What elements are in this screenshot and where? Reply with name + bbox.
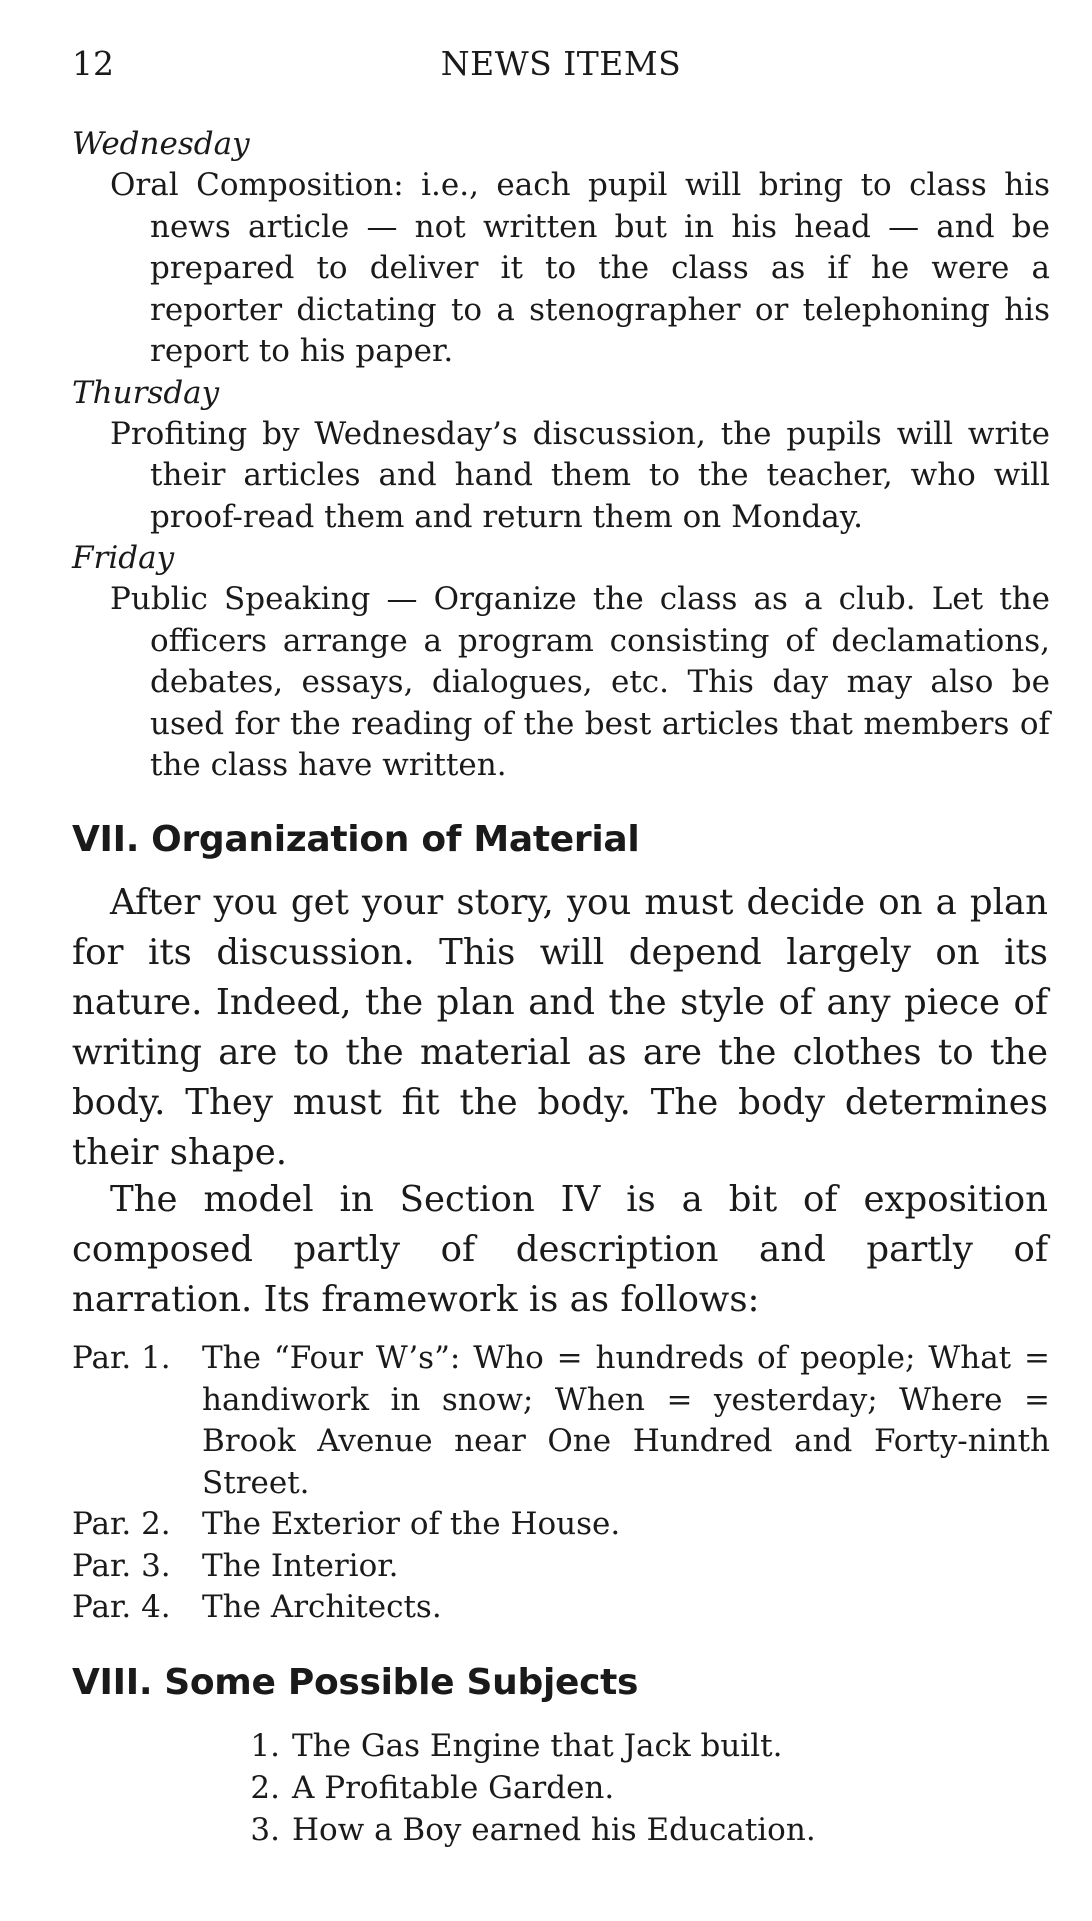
framework-outline bbox=[72, 1338, 1050, 1629]
subjects-list bbox=[232, 1725, 1032, 1851]
day-text-thursday: Profiting by Wednesday’s discussion, the pupils will write their articles and hand them to the teacher, who will proof-read them and return them on Monday. bbox=[110, 415, 1050, 535]
outline-label: Par. 3. bbox=[72, 1547, 171, 1584]
outline-label: Par. 1. bbox=[72, 1340, 171, 1376]
outline-item bbox=[72, 1504, 1050, 1546]
list-text: How a Boy earned his Education. bbox=[292, 1812, 816, 1848]
body-paragraph-2 bbox=[72, 1175, 1048, 1325]
list-number: 2. bbox=[250, 1770, 280, 1806]
section-number: VIII. bbox=[72, 1662, 153, 1703]
running-title: NEWS ITEMS bbox=[440, 44, 682, 83]
list-number: 1. bbox=[250, 1728, 280, 1764]
list-number: 3. bbox=[250, 1812, 280, 1848]
section-heading-organization bbox=[72, 818, 639, 862]
outline-label: Par. 4. bbox=[72, 1589, 171, 1625]
outline-label: Par. 2. bbox=[72, 1506, 171, 1542]
section-heading-subjects bbox=[72, 1661, 638, 1705]
list-item bbox=[232, 1725, 1032, 1767]
section-number: VII. bbox=[72, 819, 140, 860]
outline-item bbox=[72, 1587, 1050, 1629]
outline-text: The Exterior of the House. bbox=[202, 1506, 621, 1542]
paragraph-text: After you get your story, you must decide on a plan for its discussion. This will depend largely on its nature. Indeed, the plan and the style of any piece of writing are to the material as are the clothes to the body. They must fit the body. The body determines their shape. bbox=[72, 882, 1048, 1173]
outline-text: The Interior. bbox=[202, 1547, 399, 1584]
day-label-friday: Friday bbox=[72, 540, 175, 576]
day-label-wednesday: Wednesday bbox=[72, 126, 250, 162]
page-number: 12 bbox=[72, 44, 114, 83]
list-text: A Profitable Garden. bbox=[292, 1770, 615, 1806]
list-text: The Gas Engine that Jack built. bbox=[292, 1728, 783, 1764]
outline-text: The “Four W’s”: Who = hundreds of people; What = handiwork in snow; When = yesterday; Where = Brook Avenue near One Hundred and Forty-ninth Street. bbox=[202, 1340, 1050, 1501]
outline-item bbox=[72, 1546, 1050, 1588]
list-item bbox=[232, 1809, 1032, 1851]
weekly-schedule bbox=[72, 124, 1050, 787]
running-head bbox=[72, 44, 1050, 84]
day-text-wednesday: Oral Composition: i.e., each pupil will bring to class his news article — not written but in his head — and be prepared to deliver it to the class as if he were a reporter dictating to a stenographer or telephoning his report to his paper. bbox=[110, 167, 1050, 369]
list-item bbox=[232, 1767, 1032, 1809]
section-title: Organization of Material bbox=[151, 819, 640, 860]
outline-text: The Architects. bbox=[202, 1589, 442, 1625]
day-text-friday: Public Speaking — Organize the class as a club. Let the officers arrange a program consisting of declamations, debates, essays, dialogues, etc. This day may also be used for the reading of the best articles that members of the class have written. bbox=[110, 581, 1050, 783]
body-paragraph-1 bbox=[72, 878, 1048, 1178]
outline-item bbox=[72, 1338, 1050, 1504]
day-label-thursday: Thursday bbox=[72, 374, 220, 411]
section-title: Some Possible Subjects bbox=[164, 1662, 639, 1703]
paragraph-text: The model in Section IV is a bit of exposition composed partly of description and partly of narration. Its framework is as follows: bbox=[72, 1179, 1048, 1320]
